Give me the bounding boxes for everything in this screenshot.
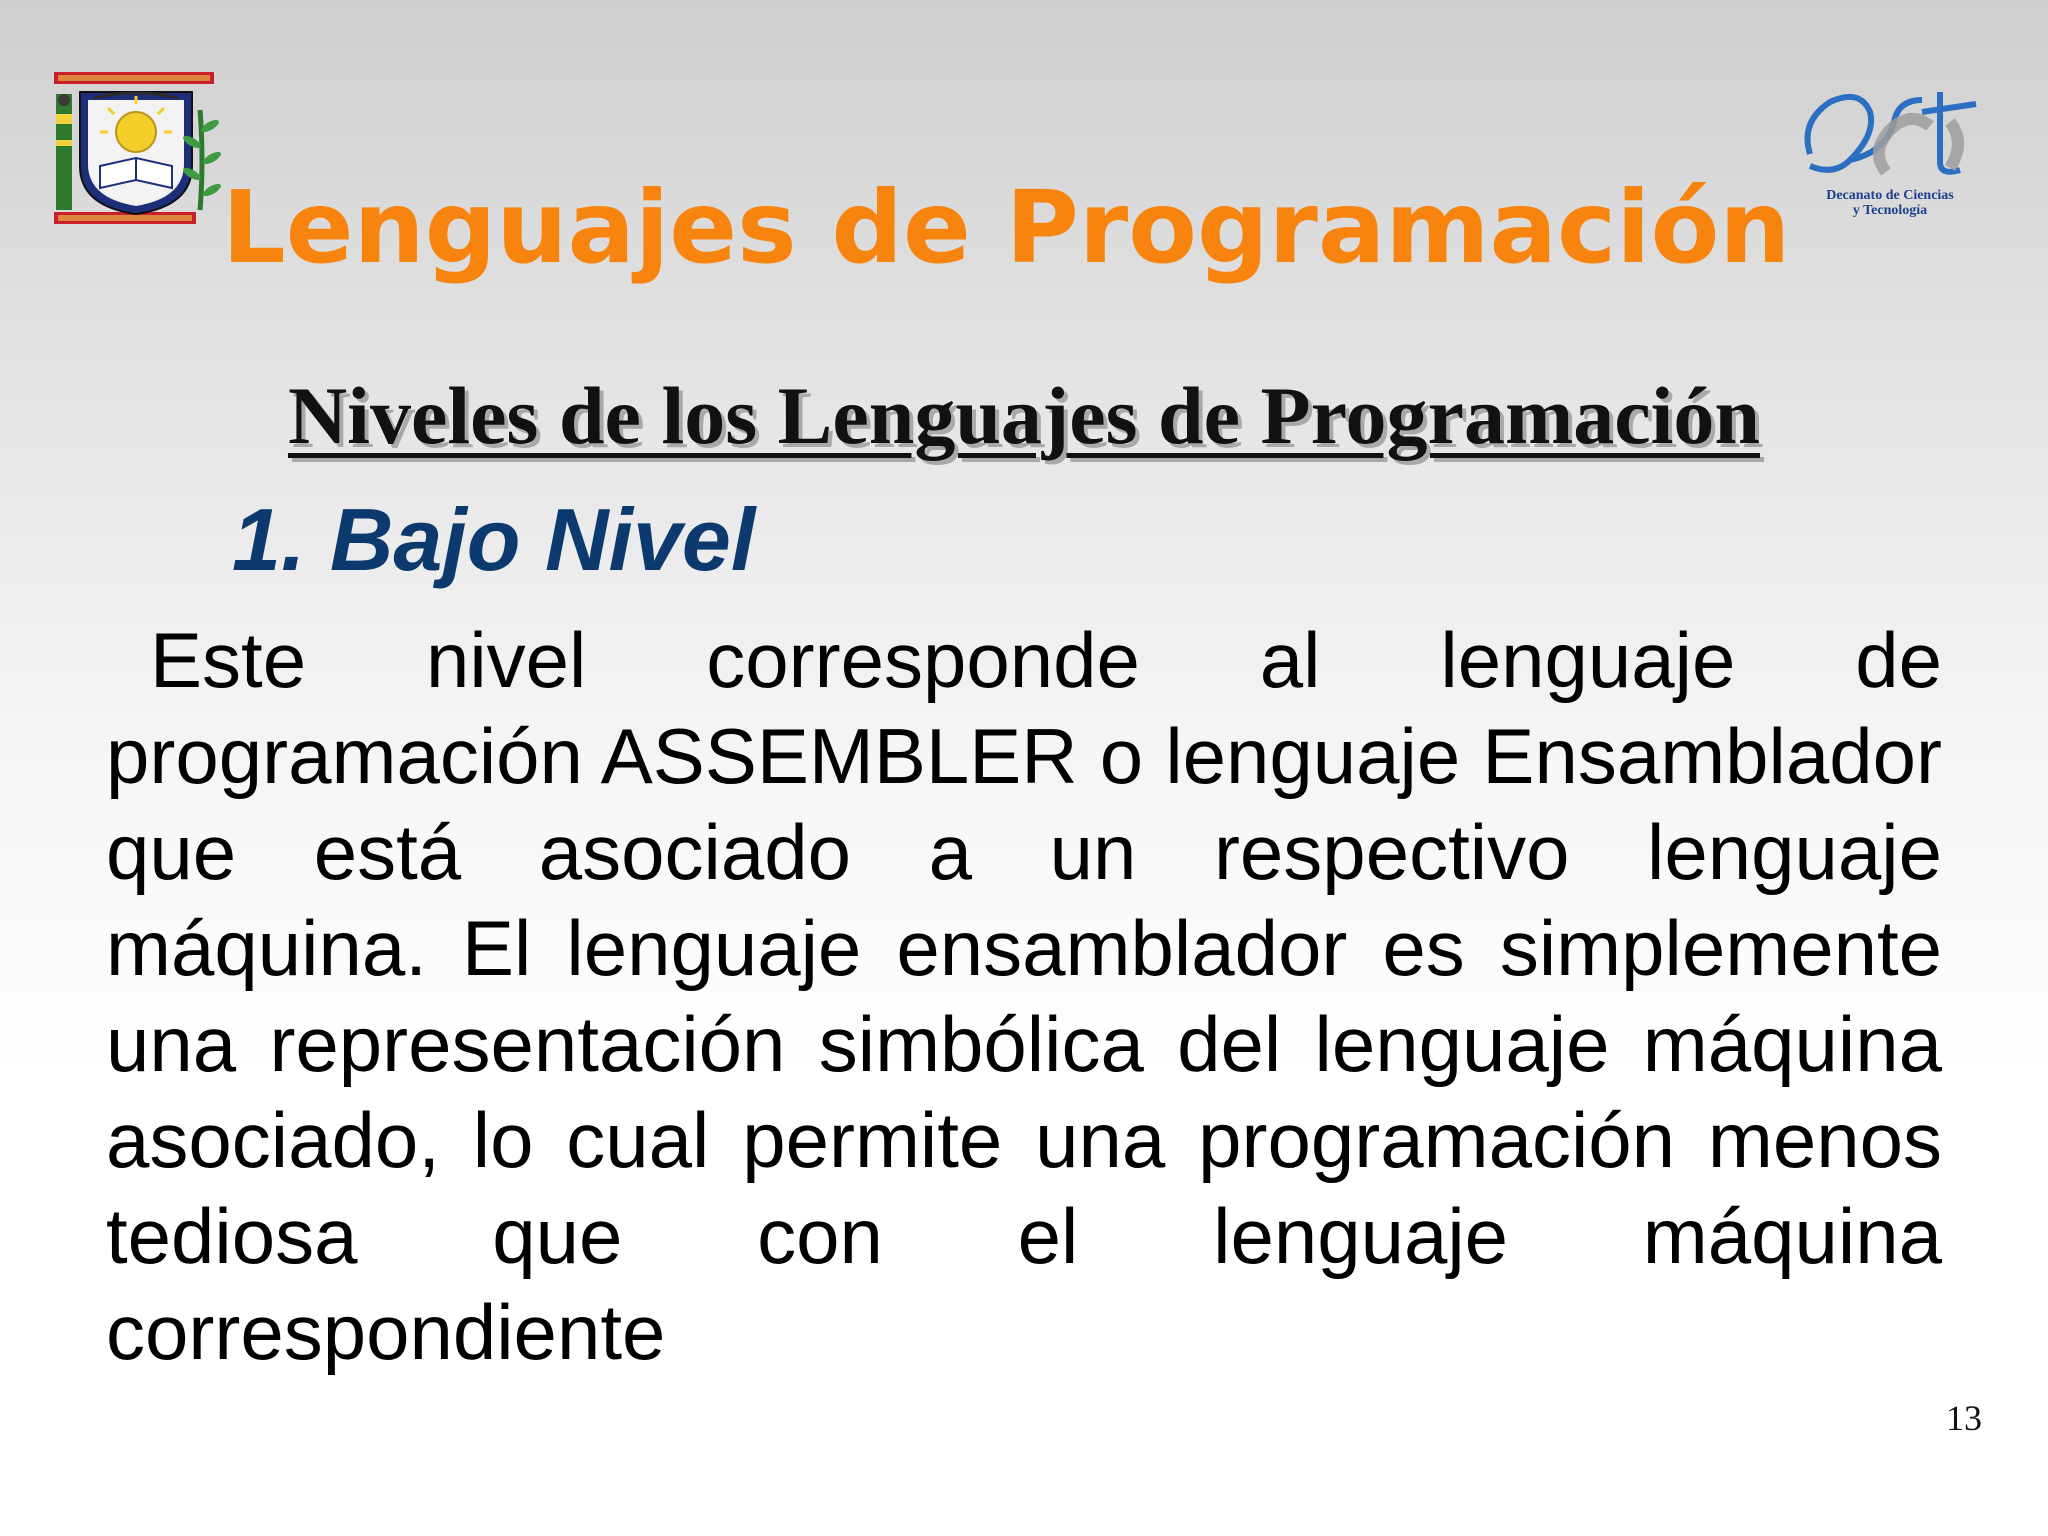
university-seal-logo	[54, 70, 222, 230]
page-number: 13	[1946, 1398, 1982, 1438]
body-paragraph: Este nivel corresponde al lenguaje de programación ASSEMBLER o lenguaje Ensamblador que está asociado a un respectivo lenguaje máquina. El lenguaje ensamblador es simplemente una representación simbólica del lenguaje máquina asociado, lo cual permite una programación menos tediosa que con el lenguaje máquina correspondiente	[106, 616, 1942, 1376]
slide-title: Lenguajes de Programación	[222, 169, 1791, 286]
dct-logo-caption	[1790, 188, 1990, 218]
dct-caption-line-2: y Tecnología	[1852, 203, 1928, 218]
dct-logo	[1790, 82, 1990, 222]
level-heading: 1. Bajo Nivel	[232, 490, 756, 589]
dct-caption-line-1: Decanato de Ciencias	[1826, 188, 1954, 203]
slide-subtitle: Niveles de los Lenguajes de Programación	[287, 370, 1761, 461]
